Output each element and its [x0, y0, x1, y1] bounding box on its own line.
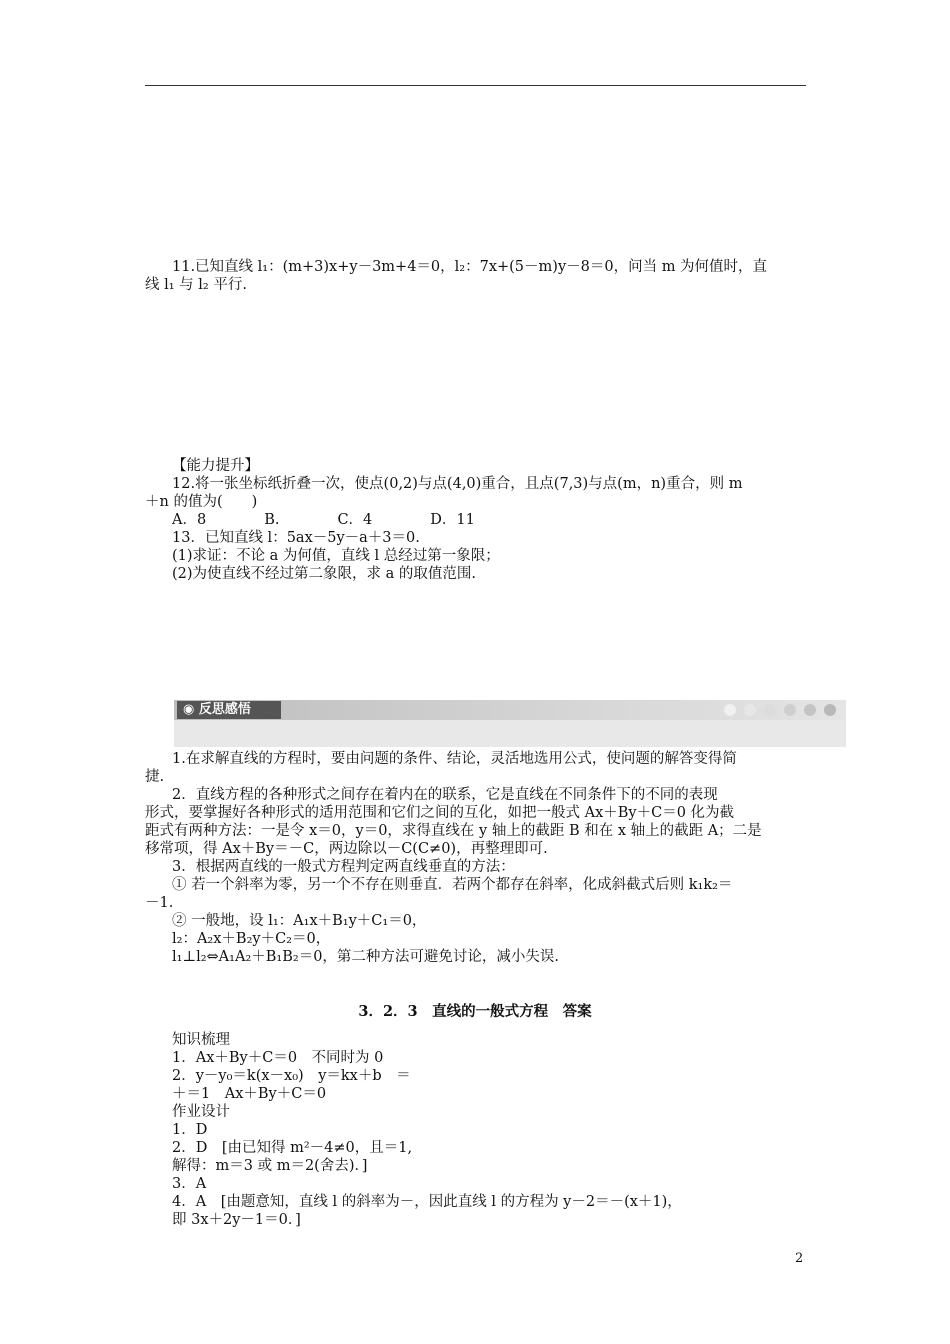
answer-line: 4．A [由题意知，直线 l 的斜率为－，因此直线 l 的方程为 y－2＝－(x＋1)，	[172, 1194, 682, 1210]
dot-icon	[784, 704, 796, 716]
dot-icon	[804, 704, 816, 716]
q12-line2: ＋n 的值为( )	[145, 494, 258, 510]
reflection-label: ◉ 反思感悟	[177, 701, 281, 719]
reflection-line: －1.	[145, 895, 174, 911]
reflection-line: 1.在求解直线的方程时，要由问题的条件、结论，灵活地选用公式，使问题的解答变得简	[172, 751, 737, 767]
q12-line1: 12.将一张坐标纸折叠一次，使点(0,2)与点(4,0)重合，且点(7,3)与点(m，n)重合，则 m	[172, 476, 743, 492]
reflection-line: 形式，要掌握好各种形式的适用范围和它们之间的互化，如把一般式 Ax＋By＋C＝0 化为截	[145, 805, 735, 821]
q11-line2: 线 l₁ 与 l₂ 平行.	[145, 277, 247, 293]
dot-icon	[824, 704, 836, 716]
header-rule	[145, 85, 806, 86]
answer-line: 1．Ax＋By＋C＝0 不同时为 0	[172, 1050, 384, 1066]
answer-line: 作业设计	[172, 1104, 230, 1120]
q13-part1: (1)求证：不论 a 为何值，直线 l 总经过第一象限；	[172, 548, 500, 564]
reflection-line: 3．根据两直线的一般式方程判定两直线垂直的方法：	[172, 859, 515, 875]
reflection-line: l₁⊥l₂⇔A₁A₂＋B₁B₂＝0，第二种方法可避免讨论，减小失误.	[172, 949, 560, 965]
dot-icon	[724, 704, 736, 716]
answer-line: 知识梳理	[172, 1032, 230, 1048]
reflection-header	[174, 700, 846, 747]
dot-icon	[744, 704, 756, 716]
answer-line: 解得：m＝3 或 m＝2(舍去)．]	[172, 1158, 368, 1174]
reflection-line: 2．直线方程的各种形式之间存在着内在的联系，它是直线在不同条件下的不同的表现	[172, 787, 718, 803]
reflection-line: 移常项，得 Ax＋By＝－C，两边除以－C(C≠0)，再整理即可.	[145, 841, 548, 857]
q11-line1: 11.已知直线 l₁：(m+3)x+y－3m+4＝0，l₂：7x+(5－m)y－8＝0，问当 m 为何值时，直	[172, 259, 768, 275]
reflection-line: ① 若一个斜率为零，另一个不存在则垂直．若两个都存在斜率，化成斜截式后则 k₁k₂＝	[172, 877, 733, 893]
reflection-line: 捷.	[145, 769, 165, 785]
reflection-line: ② 一般地，设 l₁：A₁x＋B₁y＋C₁＝0，	[172, 913, 427, 929]
answers-title: 3．2．3 直线的一般式方程 答案	[358, 1003, 592, 1020]
answer-line: 1．D	[172, 1122, 208, 1138]
dot-icon	[764, 704, 776, 716]
answer-line: 2．D [由已知得 m²－4≠0，且＝1,	[172, 1140, 413, 1156]
decorative-dots	[724, 704, 836, 716]
q13-line1: 13．已知直线 l：5ax－5y－a＋3＝0.	[172, 530, 420, 546]
reflection-line: l₂：A₂x＋B₂y＋C₂＝0，	[172, 931, 331, 947]
ability-heading: 【能力提升】	[172, 458, 259, 474]
answer-line: 2．y－y₀＝k(x－x₀) y＝kx＋b ＝	[172, 1068, 411, 1084]
answer-line: ＋＝1 Ax＋By＋C＝0	[172, 1086, 327, 1102]
answer-line: 3．A	[172, 1176, 207, 1192]
answer-line: 即 3x＋2y－1＝0．]	[172, 1212, 301, 1228]
q13-part2: (2)为使直线不经过第二象限，求 a 的取值范围.	[172, 566, 477, 582]
q12-options: A．8 B. C．4 D．11	[172, 512, 475, 528]
page-number: 2	[795, 1251, 804, 1266]
reflection-line: 距式有两种方法：一是令 x＝0，y＝0，求得直线在 y 轴上的截距 B 和在 x 轴上的截距 A；二是	[145, 823, 762, 839]
